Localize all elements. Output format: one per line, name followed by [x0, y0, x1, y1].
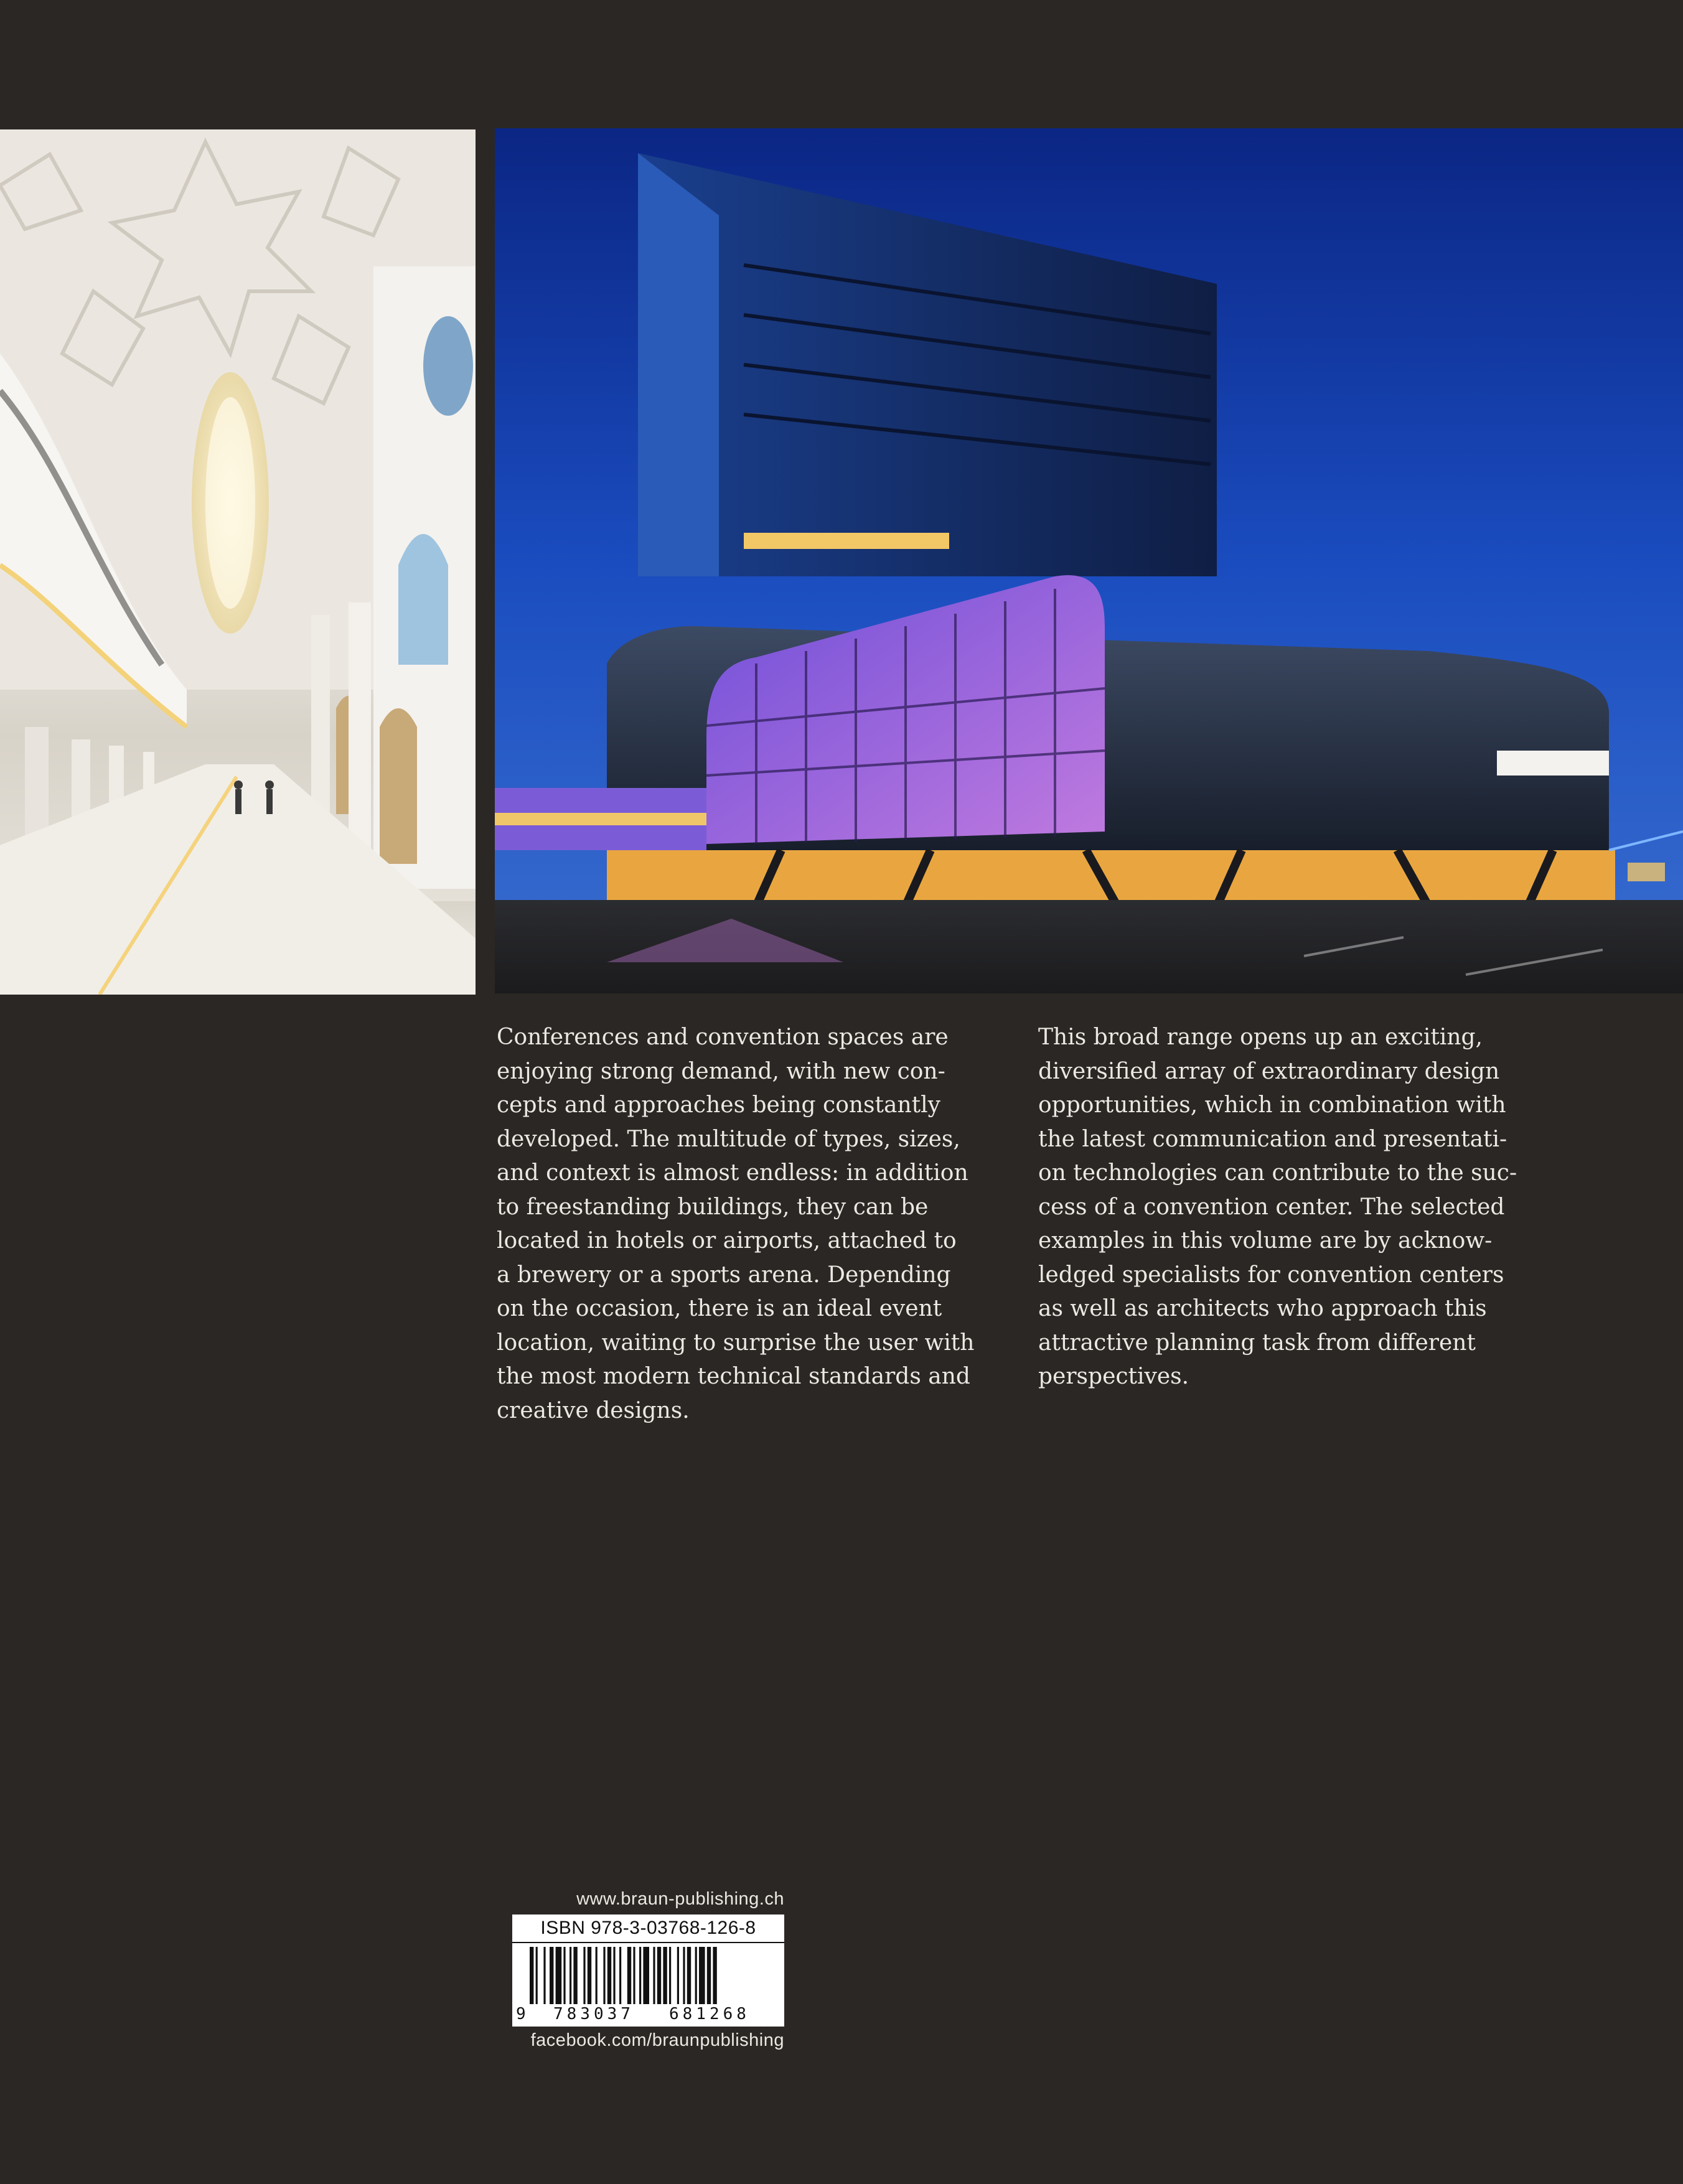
body-line: attractive planning task from different [1038, 1329, 1476, 1356]
barcode-bar [536, 1947, 538, 2004]
barcode-bar [657, 1947, 661, 2004]
body-line: enjoying strong demand, with new con- [497, 1058, 945, 1084]
body-line: location, waiting to surprise the user with [497, 1329, 975, 1356]
body-line: located in hotels or airports, attached to [497, 1228, 957, 1254]
body-line: on technologies can contribute to the suc- [1038, 1160, 1517, 1186]
body-line: to freestanding buildings, they can be [497, 1194, 929, 1220]
barcode-bar [653, 1947, 655, 2004]
ean-right-group: 681268 [669, 2005, 750, 2023]
barcode-bar [563, 1947, 565, 2004]
barcode-bar [583, 1947, 585, 2004]
barcode-bar [550, 1947, 553, 2004]
barcode-bar [663, 1947, 667, 2004]
ean-lead-digit: 9 [516, 2005, 526, 2023]
body-line: developed. The multitude of types, sizes, [497, 1126, 960, 1152]
barcode-bar [573, 1947, 577, 2004]
barcode-bar [669, 1947, 671, 2004]
barcode-bar [707, 1947, 711, 2004]
barcode-bar [588, 1947, 591, 2004]
barcode-bar [699, 1947, 705, 2004]
body-line: the latest communication and presentati- [1038, 1126, 1507, 1152]
body-line: cepts and approaches being constantly [497, 1092, 940, 1118]
barcode-bar [603, 1947, 605, 2004]
barcode-block [503, 1889, 789, 2051]
barcode-bar [687, 1947, 691, 2004]
ean-digits [512, 2002, 784, 2027]
barcode-bar [695, 1947, 697, 2004]
body-line: on the occasion, there is an ideal event [497, 1296, 942, 1321]
convention-center-night-photo [495, 128, 1683, 993]
interior-hall-illustration [0, 129, 476, 995]
body-text-left-column [497, 1021, 1007, 1428]
barcode-bar [633, 1947, 635, 2004]
body-line: a brewery or a sports arena. Depending [497, 1262, 951, 1288]
barcode-bar [607, 1947, 611, 2004]
isbn-number: ISBN 978-3-03768-126-8 [512, 1915, 784, 1943]
barcode-bar [627, 1947, 631, 2004]
body-line: opportunities, which in combination with [1038, 1092, 1506, 1118]
body-line: and context is almost endless: in addition [497, 1160, 968, 1186]
barcode-bar [530, 1947, 533, 2004]
body-line: diversified array of extraordinary design [1038, 1058, 1500, 1084]
publisher-facebook: facebook.com/braunpublishing [530, 2030, 784, 2050]
interior-hall-photo [0, 129, 476, 995]
barcode-bar [713, 1947, 716, 2004]
barcode-bar [613, 1947, 615, 2004]
isbn-barcode [512, 1915, 784, 2027]
barcode-bar [556, 1947, 562, 2004]
barcode-bar [677, 1947, 679, 2004]
body-line: ledged specialists for convention centers [1038, 1262, 1504, 1288]
body-line: creative designs. [497, 1397, 690, 1423]
convention-center-illustration [495, 128, 1683, 993]
body-line: Conferences and convention spaces are [497, 1024, 949, 1050]
body-line: cess of a convention center. The selected [1038, 1194, 1505, 1220]
publisher-website: www.braun-publishing.ch [576, 1889, 784, 1909]
body-line: perspectives. [1038, 1364, 1189, 1389]
barcode-bar [543, 1947, 545, 2004]
body-line: examples in this volume are by acknow- [1038, 1228, 1493, 1254]
barcode-bar [639, 1947, 641, 2004]
body-line: as well as architects who approach this [1038, 1296, 1487, 1321]
body-line: This broad range opens up an exciting, [1038, 1024, 1483, 1050]
barcode-bar [596, 1947, 598, 2004]
barcode-bar [619, 1947, 621, 2004]
ean-left-group: 783037 [553, 2005, 634, 2023]
body-line: the most modern technical standards and [497, 1364, 970, 1389]
barcode-bar [570, 1947, 571, 2004]
body-text-right-column [1038, 1021, 1549, 1394]
barcode-bar [683, 1947, 685, 2004]
barcode-bars [530, 1947, 779, 2004]
barcode-bar [643, 1947, 649, 2004]
